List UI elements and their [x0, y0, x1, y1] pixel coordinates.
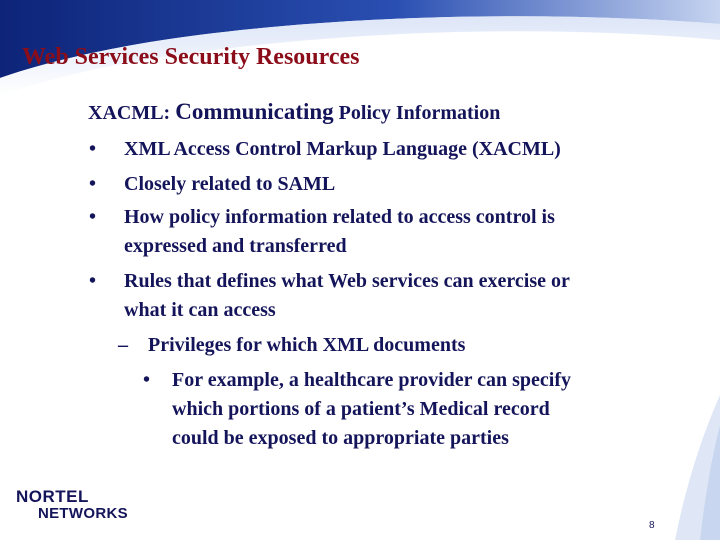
bullet-text: How policy information related to access control is [124, 206, 555, 228]
sub-sub-bullet-text: could be exposed to appropriate parties [172, 427, 509, 449]
bullet-text: Closely related to SAML [124, 173, 336, 195]
nortel-networks-logo [16, 487, 146, 527]
bullet-marker: • [89, 270, 97, 292]
page-number: 8 [649, 520, 655, 531]
bullet-text: expressed and transferred [124, 235, 347, 257]
bullet-marker: • [89, 138, 97, 160]
bullet-text: what it can access [124, 299, 276, 321]
sub-sub-bullet-text: For example, a healthcare provider can specify [172, 369, 572, 391]
bullet-text: XML Access Control Markup Language (XACML) [124, 138, 561, 160]
slide-title: Web Services Security Resources [22, 44, 360, 70]
slide-subtitle [88, 99, 500, 125]
bullet-text: Rules that defines what Web services can exercise or [124, 270, 570, 292]
subtitle-suffix: Policy Information [333, 102, 501, 124]
logo-text-line1: NORTEL [16, 487, 89, 506]
bullet-marker: • [89, 206, 97, 228]
sub-sub-bullet-text: which portions of a patient’s Medical record [172, 398, 550, 420]
sub-bullet-marker: – [118, 334, 128, 356]
sub-sub-bullet-marker: • [143, 369, 151, 391]
subtitle-prefix: XACML: [88, 102, 176, 124]
logo-text-line2: NETWORKS [38, 505, 128, 522]
subtitle-emphasis: Communicating [175, 99, 334, 124]
bullet-marker: • [89, 173, 97, 195]
sub-bullet-text: Privileges for which XML documents [148, 334, 466, 356]
